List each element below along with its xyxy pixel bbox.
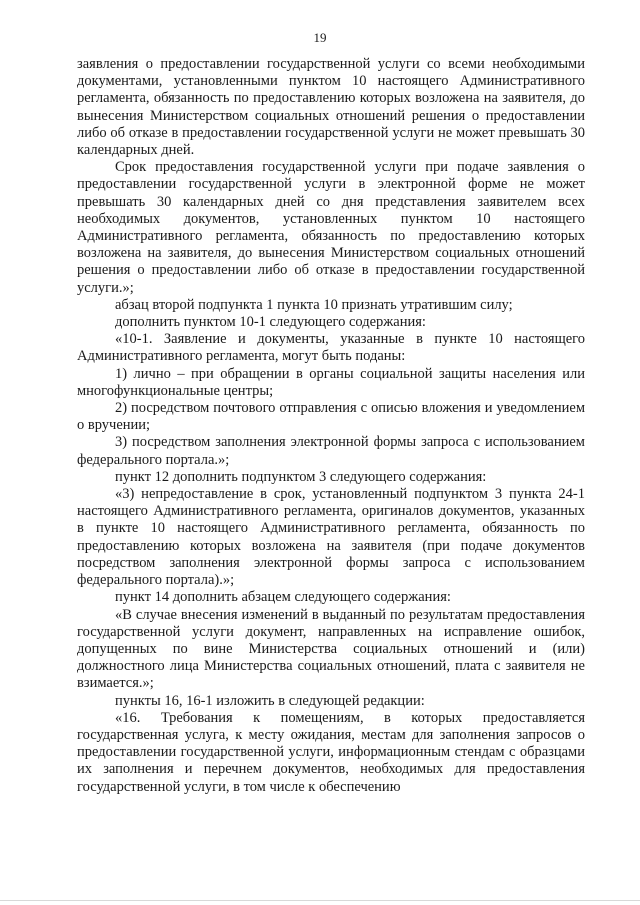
paragraph: заявления о предоставлении государственной услуги со всеми необходимыми документами, установленными пунктом 10 настоящего Административного регламента, обязанность по предоставлению которых возложена на заявителя, до вынесения Министерством социальных отношений решения о предоставлении либо об отказе в предоставлении государственной услуги не может превышать 30 календарных дней. — [77, 56, 585, 159]
page-number: 19 — [313, 30, 327, 45]
paragraph: пункты 16, 16-1 изложить в следующей редакции: — [115, 692, 425, 709]
paragraph: «В случае внесения изменений в выданный по результатам предоставления государственной услуги документ, направленных на исправление ошибок, допущенных по вине Министерства социальных отношений и (или) должностного лица Министерства социальных отношений, плата с заявителя не взимается.»; — [77, 606, 585, 692]
paragraph: 2) посредством почтового отправления с описью вложения и уведомлением о вручении; — [77, 400, 585, 434]
paragraph: 3) посредством заполнения электронной формы запроса с использованием федерального портала.»; — [77, 434, 585, 468]
page-bottom-edge — [0, 900, 640, 901]
paragraph: «10-1. Заявление и документы, указанные в пункте 10 настоящего Административного регламента, могут быть поданы: — [77, 331, 585, 365]
paragraph: «16. Требования к помещениям, в которых предоставляется государственная услуга, к месту ожидания, местам для заполнения запросов о предоставлении государственной услуги, информационным стендам с образцами их заполнения и перечнем документов, необходимых для предоставления государственной услуги, в том числе к обеспечению — [77, 709, 585, 795]
paragraph: пункт 12 дополнить подпунктом 3 следующего содержания: — [115, 468, 487, 485]
paragraph: Срок предоставления государственной услуги при подаче заявления о предоставлении государственной услуги в электронной форме не может превышать 30 календарных дней со дня представления заявителем всех необходимых документов, установленных пунктом 10 настоящего Административного регламента, обязанность по предоставлению которых возложена на заявителя, до вынесения Министерством социальных отношений решения о предоставлении либо об отказе в предоставлении государственной услуги.»; — [77, 159, 585, 296]
paragraph: «3) непредоставление в срок, установленный подпунктом 3 пункта 24-1 настоящего Административного регламента, оригиналов документов, указанных в пункте 10 настоящего Административного регламента, обязанность по предоставлению которых возложена на заявителя (при подаче документов посредством заполнения электронной формы запроса с использованием федерального портала).»; — [77, 486, 585, 589]
paragraph: дополнить пунктом 10-1 следующего содержания: — [115, 314, 426, 331]
document-body — [77, 56, 585, 796]
paragraph: пункт 14 дополнить абзацем следующего содержания: — [115, 589, 451, 606]
paragraph: абзац второй подпункта 1 пункта 10 признать утратившим силу; — [115, 296, 513, 313]
paragraph: 1) лично – при обращении в органы социальной защиты населения или многофункциональные центры; — [77, 365, 585, 399]
